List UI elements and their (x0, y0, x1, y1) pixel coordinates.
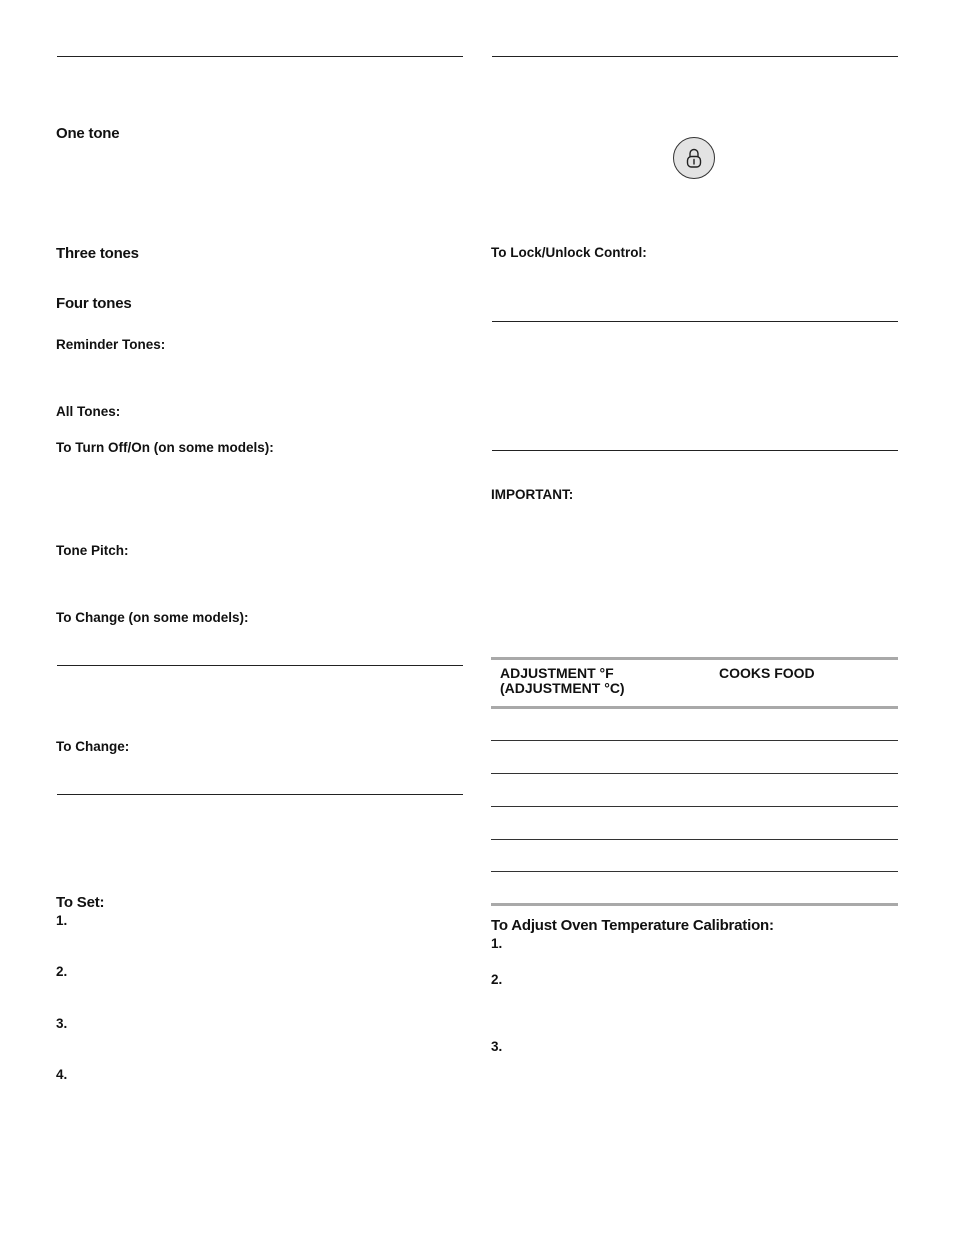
step-number: 3. (56, 1016, 68, 1031)
step-number: 3. (491, 1039, 503, 1054)
table-bottom-rule (491, 903, 898, 906)
table-header-adjustment (500, 666, 625, 696)
table-header-adjustment-c: (ADJUSTMENT °C) (500, 680, 625, 696)
step-number: 2. (56, 964, 68, 979)
lock-button (673, 137, 715, 179)
table-top-rule (491, 657, 898, 660)
table-row-rule (491, 740, 898, 741)
table-header-rule (491, 706, 898, 709)
heading-reminder-tones: Reminder Tones: (56, 337, 166, 352)
section-divider (492, 56, 898, 57)
table-header-adjustment-f: ADJUSTMENT °F (500, 665, 614, 681)
section-divider (57, 794, 463, 795)
lock-icon (673, 137, 715, 179)
heading-important: IMPORTANT: (491, 487, 574, 502)
section-divider (57, 665, 463, 666)
step-number: 1. (491, 936, 503, 951)
heading-four-tones: Four tones (56, 295, 132, 312)
section-divider (492, 321, 898, 322)
table-row-rule (491, 839, 898, 840)
heading-to-change: To Change: (56, 739, 130, 754)
heading-to-change-some-models: To Change (on some models): (56, 610, 249, 625)
heading-tone-pitch: Tone Pitch: (56, 543, 129, 558)
table-row-rule (491, 806, 898, 807)
table-header-cooks-food: COOKS FOOD (719, 665, 815, 681)
section-divider (57, 56, 463, 57)
step-number: 4. (56, 1067, 68, 1082)
table-row-rule (491, 773, 898, 774)
heading-all-tones: All Tones: (56, 404, 121, 419)
heading-to-set: To Set: (56, 894, 105, 911)
heading-one-tone: One tone (56, 125, 120, 142)
heading-turn-off-on: To Turn Off/On (on some models): (56, 440, 274, 455)
section-divider (492, 450, 898, 451)
step-number: 1. (56, 913, 68, 928)
heading-three-tones: Three tones (56, 245, 139, 262)
heading-lock-unlock: To Lock/Unlock Control: (491, 245, 647, 260)
step-number: 2. (491, 972, 503, 987)
table-row-rule (491, 871, 898, 872)
heading-adjust-calibration: To Adjust Oven Temperature Calibration: (491, 917, 774, 934)
